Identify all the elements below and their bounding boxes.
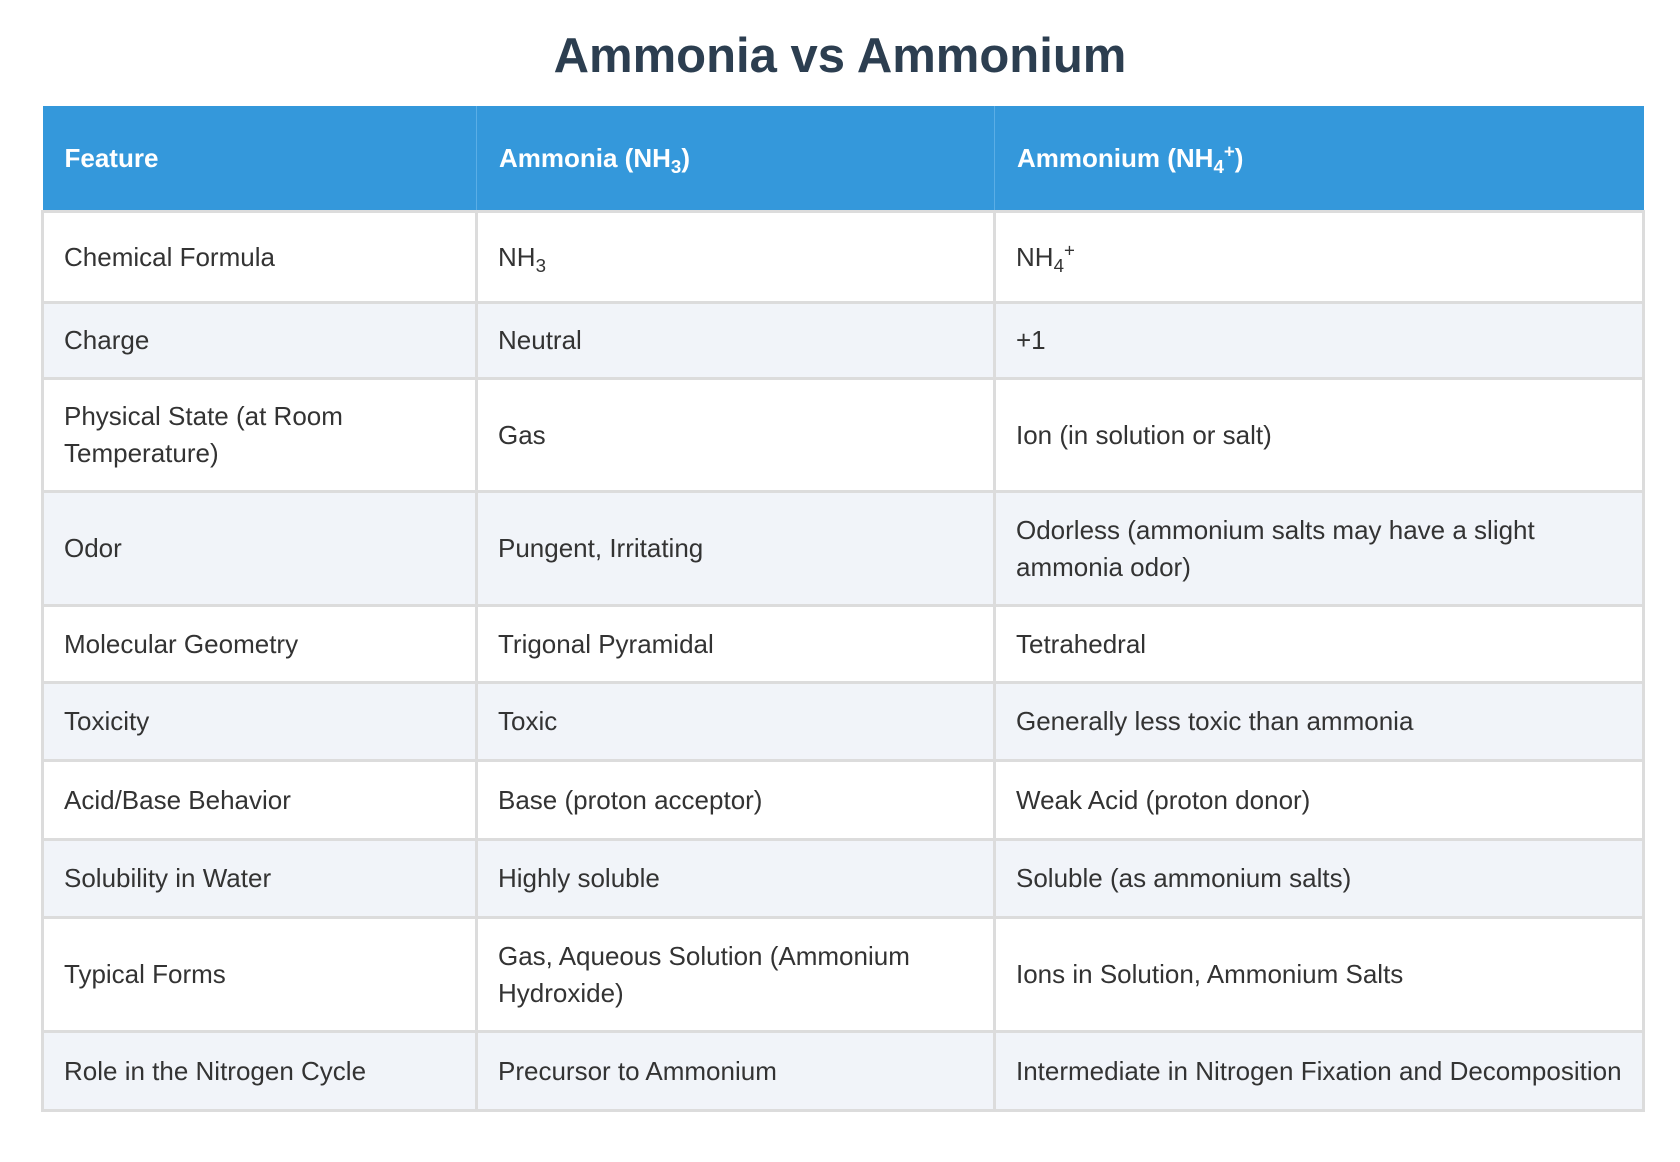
cell-ammonium: Ion (in solution or salt) xyxy=(995,379,1644,492)
cell-ammonium: Odorless (ammonium salts may have a slight ammonia odor) xyxy=(995,492,1644,606)
formula-ammonium-base: NH xyxy=(1016,241,1054,272)
cell-ammonia: Highly soluble xyxy=(477,840,995,918)
table-row xyxy=(43,683,1644,761)
cell-feature: Typical Forms xyxy=(43,918,477,1032)
cell-ammonia: Base (proton acceptor) xyxy=(477,761,995,840)
cell-ammonium: Generally less toxic than ammonia xyxy=(995,683,1644,761)
header-ammonium-close: ) xyxy=(1234,142,1244,173)
header-ammonia-close: ) xyxy=(681,142,690,173)
header-ammonium xyxy=(995,106,1644,212)
cell-feature: Molecular Geometry xyxy=(43,606,477,683)
table-row xyxy=(43,761,1644,840)
formula-ammonium-sup: + xyxy=(1063,238,1075,260)
table-row xyxy=(43,379,1644,492)
formula-ammonia-base: NH xyxy=(498,241,536,272)
cell-ammonium: Tetrahedral xyxy=(995,606,1644,683)
cell-feature: Role in the Nitrogen Cycle xyxy=(43,1032,477,1111)
cell-ammonium: +1 xyxy=(995,303,1644,379)
table-row xyxy=(43,212,1644,303)
cell-ammonium: Weak Acid (proton donor) xyxy=(995,761,1644,840)
header-ammonium-sup: + xyxy=(1223,139,1235,161)
cell-ammonia: Toxic xyxy=(477,683,995,761)
cell-feature: Acid/Base Behavior xyxy=(43,761,477,840)
cell-feature: Odor xyxy=(43,492,477,606)
cell-feature: Solubility in Water xyxy=(43,840,477,918)
header-ammonia xyxy=(477,106,995,212)
header-ammonium-sub: 4 xyxy=(1213,155,1224,177)
cell-feature: Chemical Formula xyxy=(43,212,477,303)
table-row xyxy=(43,303,1644,379)
table-row xyxy=(43,492,1644,606)
cell-feature: Toxicity xyxy=(43,683,477,761)
cell-ammonium-formula xyxy=(995,212,1644,303)
cell-ammonia: Pungent, Irritating xyxy=(477,492,995,606)
cell-feature: Charge xyxy=(43,303,477,379)
formula-ammonia-sub: 3 xyxy=(535,254,546,276)
table-row xyxy=(43,840,1644,918)
cell-ammonia: Neutral xyxy=(477,303,995,379)
cell-ammonia: Gas xyxy=(477,379,995,492)
cell-ammonia: Precursor to Ammonium xyxy=(477,1032,995,1111)
cell-ammonium: Ions in Solution, Ammonium Salts xyxy=(995,918,1644,1032)
header-feature: Feature xyxy=(43,106,477,212)
cell-ammonia-formula xyxy=(477,212,995,303)
table-header-row xyxy=(43,106,1644,212)
header-ammonium-text: Ammonium (NH xyxy=(1017,142,1214,173)
cell-ammonia: Gas, Aqueous Solution (Ammonium Hydroxide) xyxy=(477,918,995,1032)
formula-ammonium-sub: 4 xyxy=(1053,254,1064,276)
table-row xyxy=(43,606,1644,683)
cell-ammonium: Intermediate in Nitrogen Fixation and Decomposition xyxy=(995,1032,1644,1111)
cell-ammonium: Soluble (as ammonium salts) xyxy=(995,840,1644,918)
page-title: Ammonia vs Ammonium xyxy=(553,29,1127,83)
cell-ammonia: Trigonal Pyramidal xyxy=(477,606,995,683)
header-ammonia-sub: 3 xyxy=(670,155,682,177)
cell-feature: Physical State (at Room Temperature) xyxy=(43,379,477,492)
header-ammonia-text: Ammonia (NH xyxy=(499,142,671,173)
comparison-table xyxy=(41,106,1645,1112)
table-row xyxy=(43,918,1644,1032)
table-row xyxy=(43,1032,1644,1111)
